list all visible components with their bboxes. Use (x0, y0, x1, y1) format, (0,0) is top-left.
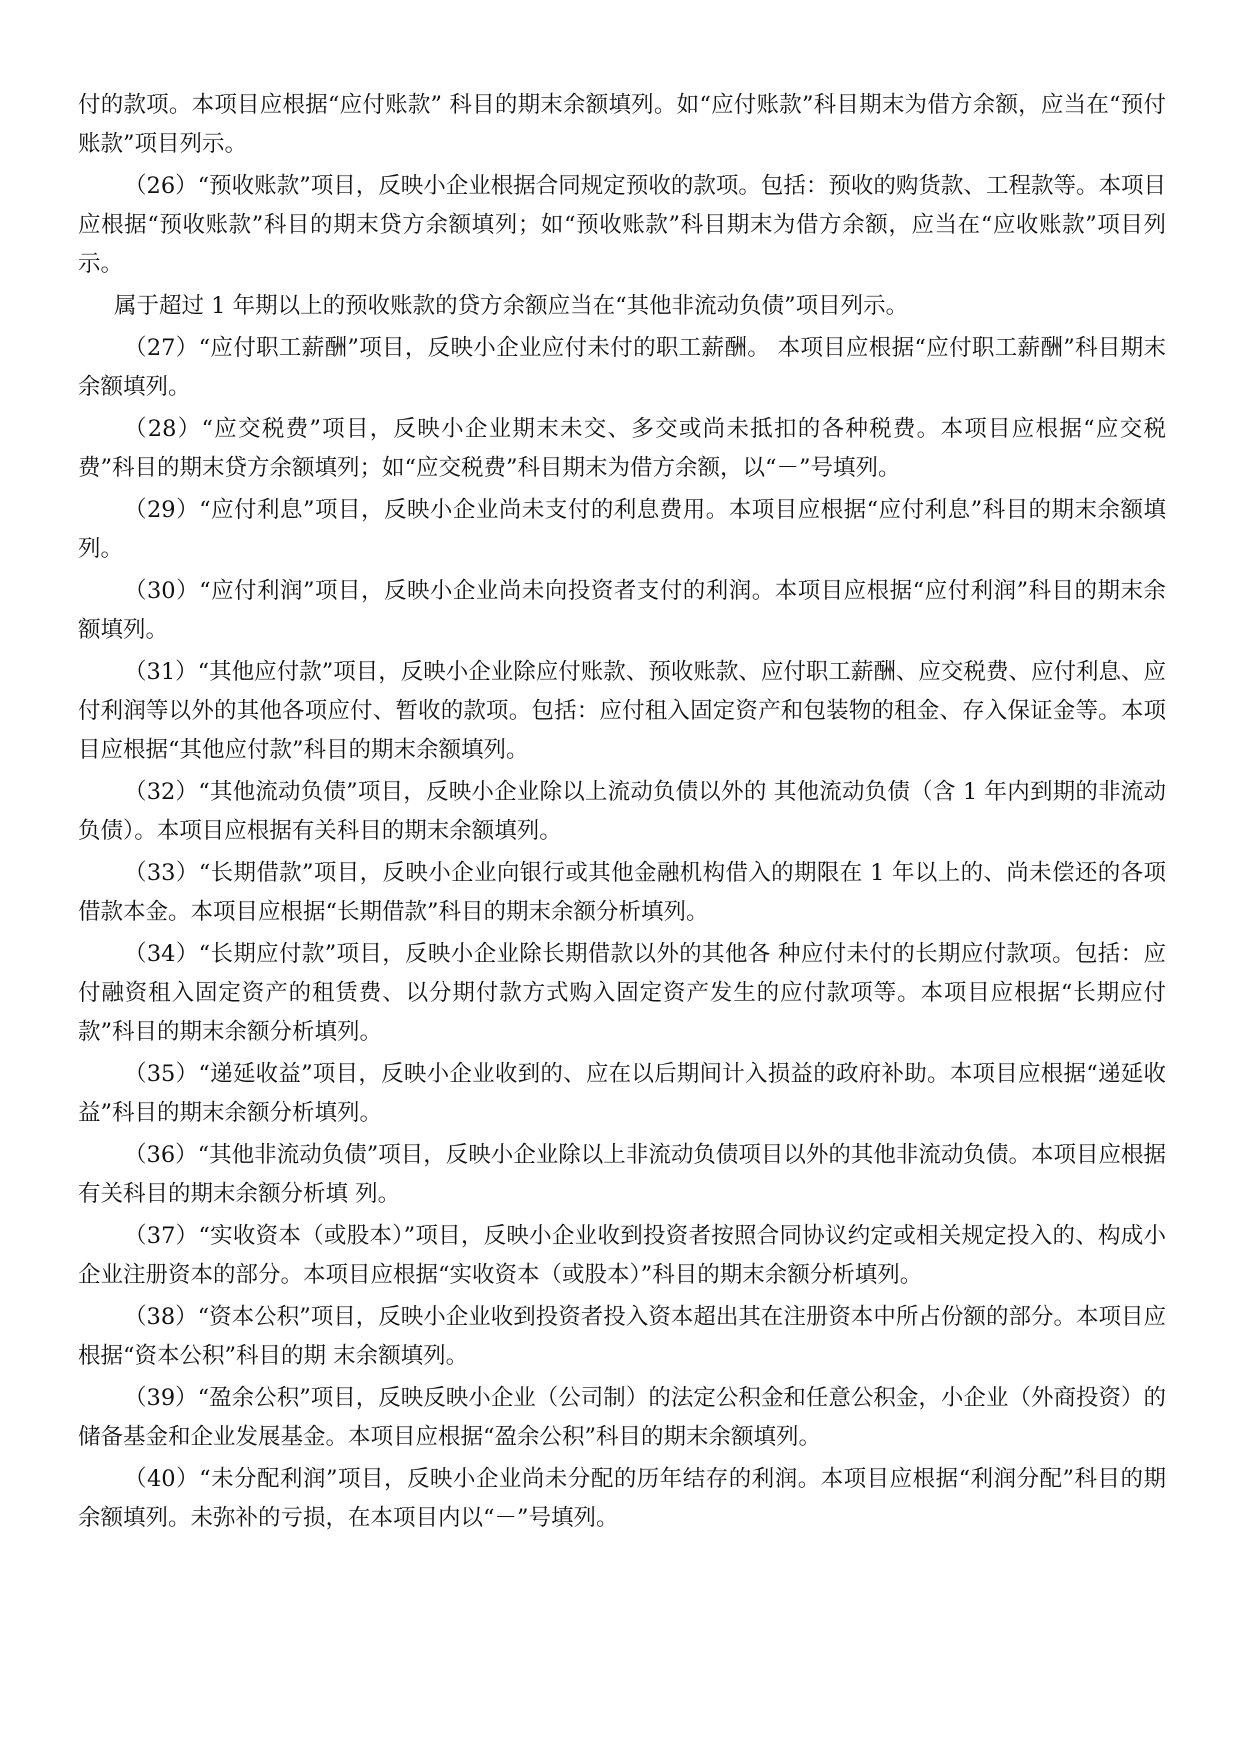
paragraph-item-39: （39）“盈余公积”项目，反映反映小企业（公司制）的法定公积金和任意公积金，小企业（外商投资）的储备基金和企业发展基金。本项目应根据“盈余公积”科目的期末余额填列。 (78, 1385, 1166, 1450)
paragraph-item-30: （30）“应付利润”项目，反映小企业尚未向投资者支付的利润。本项目应根据“应付利润”科目的期末余额填列。 (78, 578, 1166, 643)
paragraph-item-36: （36）“其他非流动负债”项目，反映小企业除以上非流动负债项目以外的其他非流动负债。本项目应根据有关科目的期末余额分析填 列。 (78, 1142, 1166, 1207)
paragraph-continuation: 付的款项。本项目应根据“应付账款” 科目的期末余额填列。如“应付账款”科目期末为借方余额，应当在“预付账款”项目列示。 (78, 92, 1166, 157)
paragraph-item-40: （40）“未分配利润”项目，反映小企业尚未分配的历年结存的利润。本项目应根据“利润分配”科目的期余额填列。未弥补的亏损，在本项目内以“－”号填列。 (78, 1466, 1166, 1531)
paragraph-note: 属于超过 1 年期以上的预收账款的贷方余额应当在“其他非流动负债”项目列示。 (114, 293, 909, 319)
paragraph-item-38: （38）“资本公积”项目，反映小企业收到投资者投入资本超出其在注册资本中所占份额的部分。本项目应根据“资本公积”科目的期 末余额填列。 (78, 1304, 1166, 1369)
paragraph-item-33: （33）“长期借款”项目，反映小企业向银行或其他金融机构借入的期限在 1 年以上的、尚未偿还的各项借款本金。本项目应根据“长期借款”科目的期末余额分析填列。 (78, 860, 1166, 925)
paragraph-item-31: （31）“其他应付款”项目，反映小企业除应付账款、预收账款、应付职工薪酬、应交税费、应付利息、应付利润等以外的其他各项应付、暂收的款项。包括：应付租入固定资产和包装物的租金、存入保证金等。本项目应根据“其他应付款”科目的期末余额填列。 (78, 659, 1166, 763)
paragraph-item-34: （34）“长期应付款”项目，反映小企业除长期借款以外的其他各 种应付未付的长期应付款项。包括：应付融资租入固定资产的租赁费、以分期付款方式购入固定资产发生的应付款项等。本项目应根据“长期应付款”科目的期末余额分析填列。 (78, 941, 1166, 1045)
paragraph-item-27: （27）“应付职工薪酬”项目，反映小企业应付未付的职工薪酬。 本项目应根据“应付职工薪酬”科目期末余额填列。 (78, 335, 1166, 400)
paragraph-item-37: （37）“实收资本（或股本）”项目，反映小企业收到投资者按照合同协议约定或相关规定投入的、构成小企业注册资本的部分。本项目应根据“实收资本（或股本）”科目的期末余额分析填列。 (78, 1223, 1166, 1288)
paragraph-item-26: （26）“预收账款”项目，反映小企业根据合同规定预收的款项。包括：预收的购货款、工程款等。本项目应根据“预收账款”科目的期末贷方余额填列；如“预收账款”科目期末为借方余额，应当在“应收账款”项目列示。 (78, 173, 1166, 277)
paragraph-item-29: （29）“应付利息”项目，反映小企业尚未支付的利息费用。本项目应根据“应付利息”科目的期末余额填列。 (78, 497, 1166, 562)
paragraph-item-35: （35）“递延收益”项目，反映小企业收到的、应在以后期间计入损益的政府补助。本项目应根据“递延收益”科目的期末余额分析填列。 (78, 1061, 1166, 1126)
paragraph-item-28: （28）“应交税费”项目，反映小企业期末未交、多交或尚未抵扣的各种税费。本项目应根据“应交税费”科目的期末贷方余额填列；如“应交税费”科目期末为借方余额，以“－”号填列。 (78, 416, 1166, 481)
document-page (78, 86, 1166, 1541)
paragraph-item-32: （32）“其他流动负债”项目，反映小企业除以上流动负债以外的 其他流动负债（含 1 年内到期的非流动负债）。本项目应根据有关科目的期末余额填列。 (78, 779, 1166, 844)
